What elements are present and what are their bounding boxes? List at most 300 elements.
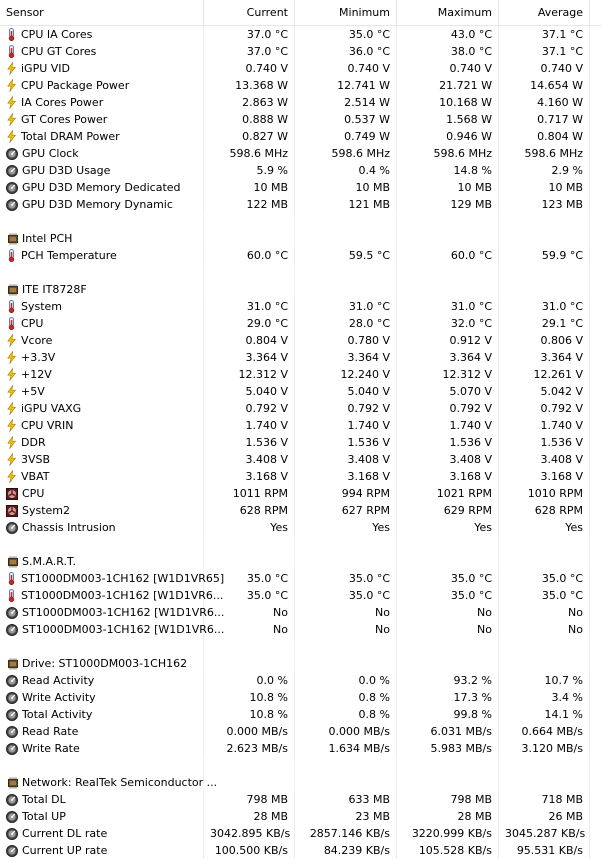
blank-cell	[499, 281, 590, 298]
maximum-value: 129 MB	[397, 196, 499, 213]
sensor-label: Total DL	[22, 793, 66, 806]
minimum-value: 2857.146 KB/s	[295, 825, 397, 842]
gauge-icon	[6, 828, 18, 840]
sensor-name-cell	[0, 468, 204, 485]
sensor-label: PCH Temperature	[21, 249, 117, 262]
column-header-average[interactable]: Average	[499, 0, 590, 25]
current-value: 0.888 W	[204, 111, 295, 128]
lightning-icon	[6, 385, 17, 398]
sensor-row[interactable]	[0, 43, 601, 60]
minimum-value: 121 MB	[295, 196, 397, 213]
current-value: 37.0 °C	[204, 26, 295, 43]
average-value: 10 MB	[499, 179, 590, 196]
minimum-value: 3.364 V	[295, 349, 397, 366]
sensor-label: +5V	[21, 385, 45, 398]
current-value: 1011 RPM	[204, 485, 295, 502]
sensor-name-cell	[0, 94, 204, 111]
average-value: 10.7 %	[499, 672, 590, 689]
sensor-name-cell	[0, 604, 225, 621]
blank-row	[0, 536, 601, 553]
minimum-value: 35.0 °C	[295, 570, 397, 587]
gauge-icon	[6, 743, 18, 755]
average-value: 5.042 V	[499, 383, 590, 400]
minimum-value: 3.168 V	[295, 468, 397, 485]
sensor-row[interactable]	[0, 298, 601, 315]
minimum-value: 0.0 %	[295, 672, 397, 689]
minimum-value: 10 MB	[295, 179, 397, 196]
blank-cell	[499, 553, 590, 570]
sensor-row[interactable]	[0, 451, 601, 468]
minimum-value: 12.741 W	[295, 77, 397, 94]
sensor-row[interactable]	[0, 247, 601, 264]
group-label: Network: RealTek Semiconductor ...	[22, 776, 218, 789]
blank-cell	[499, 536, 590, 553]
sensor-row[interactable]	[0, 196, 601, 213]
maximum-value: 10.168 W	[397, 94, 499, 111]
current-value: 5.9 %	[204, 162, 295, 179]
gauge-icon	[6, 607, 18, 619]
maximum-value: 0.912 V	[397, 332, 499, 349]
minimum-value: 31.0 °C	[295, 298, 397, 315]
gauge-icon	[6, 199, 18, 211]
average-value: 35.0 °C	[499, 587, 590, 604]
blank-cell	[0, 213, 204, 230]
current-value: 12.312 V	[204, 366, 295, 383]
blank-cell	[204, 757, 295, 774]
blank-cell	[397, 638, 499, 655]
sensor-row[interactable]	[0, 332, 601, 349]
sensor-label: ST1000DM003-1CH162 [W1D1VR6...	[22, 623, 225, 636]
sensor-name-cell	[0, 519, 204, 536]
maximum-value: 0.792 V	[397, 400, 499, 417]
sensor-row[interactable]	[0, 706, 601, 723]
maximum-value: 21.721 W	[397, 77, 499, 94]
blank-cell	[499, 655, 590, 672]
sensor-name-cell	[0, 26, 204, 43]
gauge-icon	[6, 148, 18, 160]
sensor-row[interactable]	[0, 502, 601, 519]
sensor-row[interactable]	[0, 740, 601, 757]
group-label: Drive: ST1000DM003-1CH162	[22, 657, 188, 670]
sensor-label: GPU D3D Memory Dedicated	[22, 181, 181, 194]
maximum-value: No	[397, 621, 499, 638]
average-value: 26 MB	[499, 808, 590, 825]
maximum-value: 598.6 MHz	[397, 145, 499, 162]
sensor-label: CPU VRIN	[21, 419, 74, 432]
average-value: 3.168 V	[499, 468, 590, 485]
sensor-name-cell	[0, 128, 204, 145]
minimum-value: 0.8 %	[295, 689, 397, 706]
sensor-row[interactable]	[0, 366, 601, 383]
sensor-label: Total UP	[22, 810, 66, 823]
gauge-icon	[6, 794, 18, 806]
chip-icon	[6, 556, 20, 568]
sensor-row[interactable]	[0, 570, 601, 587]
sensor-name-cell	[0, 43, 204, 60]
sensor-label: +12V	[21, 368, 52, 381]
sensor-name-cell	[0, 247, 204, 264]
blank-cell	[295, 757, 397, 774]
sensor-name-cell	[0, 621, 225, 638]
current-value: No	[204, 621, 295, 638]
sensor-name-cell	[0, 791, 204, 808]
average-value: 0.717 W	[499, 111, 590, 128]
maximum-value: 38.0 °C	[397, 43, 499, 60]
sensor-label: Read Activity	[22, 674, 95, 687]
average-value: 0.792 V	[499, 400, 590, 417]
maximum-value: 0.740 V	[397, 60, 499, 77]
maximum-value: Yes	[397, 519, 499, 536]
minimum-value: 59.5 °C	[295, 247, 397, 264]
minimum-value: 0.740 V	[295, 60, 397, 77]
average-value: 0.806 V	[499, 332, 590, 349]
maximum-value: 32.0 °C	[397, 315, 499, 332]
sensor-name-cell	[0, 145, 204, 162]
blank-cell	[499, 638, 590, 655]
minimum-value: 0.8 %	[295, 706, 397, 723]
maximum-value: 35.0 °C	[397, 587, 499, 604]
minimum-value: 84.239 KB/s	[295, 842, 397, 859]
blank-cell	[499, 213, 590, 230]
sensor-name-cell	[0, 451, 204, 468]
lightning-icon	[6, 79, 17, 92]
group-name-cell	[0, 774, 218, 791]
current-value: 0.000 MB/s	[204, 723, 295, 740]
current-value: 0.792 V	[204, 400, 295, 417]
lightning-icon	[6, 419, 17, 432]
maximum-value: 35.0 °C	[397, 570, 499, 587]
minimum-value: 627 RPM	[295, 502, 397, 519]
minimum-value: 3.408 V	[295, 451, 397, 468]
blank-cell	[0, 757, 204, 774]
sensor-label: Total DRAM Power	[21, 130, 120, 143]
blank-cell	[397, 536, 499, 553]
sensor-row[interactable]	[0, 94, 601, 111]
gauge-icon	[6, 182, 18, 194]
gauge-icon	[6, 522, 18, 534]
gauge-icon	[6, 709, 18, 721]
minimum-value: 0.780 V	[295, 332, 397, 349]
average-value: 1.740 V	[499, 417, 590, 434]
sensor-row[interactable]	[0, 621, 601, 638]
blank-cell	[397, 553, 499, 570]
blank-cell	[397, 655, 499, 672]
average-value: 14.1 %	[499, 706, 590, 723]
sensor-name-cell	[0, 349, 204, 366]
average-value: 0.664 MB/s	[499, 723, 590, 740]
sensor-row[interactable]	[0, 60, 601, 77]
current-value: 0.740 V	[204, 60, 295, 77]
blank-cell	[0, 264, 204, 281]
sensor-name-cell	[0, 723, 204, 740]
lightning-icon	[6, 334, 17, 347]
chip-icon	[6, 658, 20, 670]
sensor-name-cell	[0, 587, 224, 604]
average-value: 59.9 °C	[499, 247, 590, 264]
sensor-label: Write Activity	[22, 691, 96, 704]
sensor-row[interactable]	[0, 604, 601, 621]
sensor-label: System2	[22, 504, 71, 517]
column-header-minimum[interactable]: Minimum	[295, 0, 397, 25]
maximum-value: 0.946 W	[397, 128, 499, 145]
minimum-value: 35.0 °C	[295, 587, 397, 604]
sensor-name-cell	[0, 60, 204, 77]
maximum-value: 3.364 V	[397, 349, 499, 366]
minimum-value: 5.040 V	[295, 383, 397, 400]
thermometer-icon	[6, 317, 17, 330]
blank-cell	[295, 213, 397, 230]
minimum-value: 994 RPM	[295, 485, 397, 502]
blank-cell	[397, 774, 499, 791]
gauge-icon	[6, 675, 18, 687]
current-value: 122 MB	[204, 196, 295, 213]
sensor-row[interactable]	[0, 434, 601, 451]
minimum-value: 1.740 V	[295, 417, 397, 434]
column-header-row	[0, 0, 601, 26]
minimum-value: 2.514 W	[295, 94, 397, 111]
sensor-name-cell	[0, 111, 204, 128]
sensor-name-cell	[0, 298, 204, 315]
maximum-value: 99.8 %	[397, 706, 499, 723]
sensor-name-cell	[0, 196, 204, 213]
minimum-value: 1.634 MB/s	[295, 740, 397, 757]
blank-cell	[295, 774, 397, 791]
maximum-value: 14.8 %	[397, 162, 499, 179]
blank-cell	[499, 774, 590, 791]
blank-cell	[204, 264, 295, 281]
sensor-row[interactable]	[0, 315, 601, 332]
sensor-row[interactable]	[0, 825, 601, 842]
sensor-label: CPU	[22, 487, 45, 500]
sensor-row[interactable]	[0, 672, 601, 689]
gauge-icon	[6, 811, 18, 823]
minimum-value: 0.749 W	[295, 128, 397, 145]
sensor-label: CPU IA Cores	[21, 28, 93, 41]
thermometer-icon	[6, 249, 17, 262]
blank-cell	[295, 281, 397, 298]
average-value: 3.408 V	[499, 451, 590, 468]
blank-row	[0, 638, 601, 655]
sensor-label: IA Cores Power	[21, 96, 104, 109]
sensor-name-cell	[0, 502, 204, 519]
sensor-name-cell	[0, 77, 204, 94]
group-name-cell	[0, 230, 204, 247]
minimum-value: 23 MB	[295, 808, 397, 825]
thermometer-icon	[6, 45, 17, 58]
thermometer-icon	[6, 589, 17, 602]
current-value: 35.0 °C	[204, 570, 295, 587]
sensor-row[interactable]	[0, 689, 601, 706]
column-header-maximum[interactable]: Maximum	[397, 0, 499, 25]
sensor-row[interactable]	[0, 723, 601, 740]
sensor-label: iGPU VAXG	[21, 402, 82, 415]
maximum-value: No	[397, 604, 499, 621]
group-row[interactable]	[0, 774, 601, 791]
current-value: 628 RPM	[204, 502, 295, 519]
group-label: S.M.A.R.T.	[22, 555, 76, 568]
maximum-value: 93.2 %	[397, 672, 499, 689]
minimum-value: 633 MB	[295, 791, 397, 808]
sensor-row[interactable]	[0, 519, 601, 536]
gauge-icon	[6, 165, 18, 177]
average-value: 14.654 W	[499, 77, 590, 94]
blank-cell	[204, 230, 295, 247]
average-value: 3.364 V	[499, 349, 590, 366]
sensor-name-cell	[0, 179, 204, 196]
maximum-value: 1.536 V	[397, 434, 499, 451]
group-name-cell	[0, 655, 204, 672]
average-value: 718 MB	[499, 791, 590, 808]
group-row[interactable]	[0, 655, 601, 672]
blank-cell	[397, 757, 499, 774]
blank-cell	[295, 230, 397, 247]
maximum-value: 629 RPM	[397, 502, 499, 519]
sensor-label: Current UP rate	[22, 844, 108, 857]
average-value: 628 RPM	[499, 502, 590, 519]
minimum-value: No	[295, 604, 397, 621]
sensor-name-cell	[0, 162, 204, 179]
sensor-row[interactable]	[0, 468, 601, 485]
group-name-cell	[0, 553, 204, 570]
sensor-name-cell	[0, 417, 204, 434]
group-label: Intel PCH	[22, 232, 73, 245]
sensor-label: Total Activity	[22, 708, 93, 721]
sensor-row[interactable]	[0, 842, 601, 859]
sensor-row[interactable]	[0, 111, 601, 128]
sensor-label: Vcore	[21, 334, 53, 347]
blank-cell	[295, 655, 397, 672]
minimum-value: 12.240 V	[295, 366, 397, 383]
fan-icon	[6, 505, 18, 517]
sensor-label: System	[21, 300, 63, 313]
blank-cell	[499, 230, 590, 247]
sensor-label: ST1000DM003-1CH162 [W1D1VR65]	[21, 572, 225, 585]
thermometer-icon	[6, 28, 17, 41]
sensor-row[interactable]	[0, 383, 601, 400]
group-row[interactable]	[0, 553, 601, 570]
current-value: 10.8 %	[204, 689, 295, 706]
sensor-name-cell	[0, 434, 204, 451]
sensor-label: +3.3V	[21, 351, 56, 364]
maximum-value: 1021 RPM	[397, 485, 499, 502]
sensor-name-cell	[0, 332, 204, 349]
maximum-value: 43.0 °C	[397, 26, 499, 43]
sensor-row[interactable]	[0, 77, 601, 94]
group-row[interactable]	[0, 230, 601, 247]
average-value: 35.0 °C	[499, 570, 590, 587]
gauge-icon	[6, 845, 18, 857]
sensor-row[interactable]	[0, 400, 601, 417]
blank-cell	[204, 774, 295, 791]
sensor-row[interactable]	[0, 162, 601, 179]
average-value: 0.740 V	[499, 60, 590, 77]
blank-cell	[204, 213, 295, 230]
maximum-value: 5.070 V	[397, 383, 499, 400]
blank-row	[0, 213, 601, 230]
sensor-row[interactable]	[0, 145, 601, 162]
lightning-icon	[6, 453, 17, 466]
sensor-name-cell	[0, 672, 204, 689]
lightning-icon	[6, 62, 17, 75]
current-value: 2.623 MB/s	[204, 740, 295, 757]
average-value: 29.1 °C	[499, 315, 590, 332]
current-value: 35.0 °C	[204, 587, 295, 604]
current-value: 3.168 V	[204, 468, 295, 485]
blank-cell	[0, 638, 204, 655]
sensor-row[interactable]	[0, 485, 601, 502]
thermometer-icon	[6, 572, 17, 585]
group-row[interactable]	[0, 281, 601, 298]
sensor-row[interactable]	[0, 179, 601, 196]
chip-icon	[6, 233, 20, 245]
sensor-name-cell	[0, 808, 204, 825]
lightning-icon	[6, 351, 17, 364]
blank-cell	[499, 264, 590, 281]
sensor-label: GPU D3D Memory Dynamic	[22, 198, 173, 211]
group-label: ITE IT8728F	[22, 283, 87, 296]
average-value: 12.261 V	[499, 366, 590, 383]
column-header-current[interactable]: Current	[204, 0, 295, 25]
sensor-name-cell	[0, 570, 225, 587]
current-value: 31.0 °C	[204, 298, 295, 315]
column-header-sensor[interactable]: Sensor	[0, 0, 204, 25]
sensor-name-cell	[0, 842, 204, 859]
sensor-row[interactable]	[0, 349, 601, 366]
fan-icon	[6, 488, 18, 500]
minimum-value: 598.6 MHz	[295, 145, 397, 162]
minimum-value: Yes	[295, 519, 397, 536]
sensor-label: GPU D3D Usage	[22, 164, 111, 177]
sensor-label: CPU GT Cores	[21, 45, 97, 58]
average-value: No	[499, 604, 590, 621]
maximum-value: 28 MB	[397, 808, 499, 825]
average-value: 1010 RPM	[499, 485, 590, 502]
current-value: 100.500 KB/s	[204, 842, 295, 859]
average-value: 1.536 V	[499, 434, 590, 451]
minimum-value: 36.0 °C	[295, 43, 397, 60]
current-value: 0.827 W	[204, 128, 295, 145]
sensor-row[interactable]	[0, 128, 601, 145]
sensor-label: Write Rate	[22, 742, 80, 755]
sensor-label: Read Rate	[22, 725, 79, 738]
sensor-name-cell	[0, 740, 204, 757]
average-value: 3.120 MB/s	[499, 740, 590, 757]
average-value: 37.1 °C	[499, 26, 590, 43]
blank-cell	[397, 230, 499, 247]
average-value: Yes	[499, 519, 590, 536]
sensor-row[interactable]	[0, 417, 601, 434]
sensor-label: iGPU VID	[21, 62, 71, 75]
maximum-value: 798 MB	[397, 791, 499, 808]
blank-row	[0, 264, 601, 281]
sensor-row[interactable]	[0, 26, 601, 43]
blank-cell	[499, 757, 590, 774]
minimum-value: 0.537 W	[295, 111, 397, 128]
lightning-icon	[6, 130, 17, 143]
average-value: 37.1 °C	[499, 43, 590, 60]
sensor-label: 3VSB	[21, 453, 51, 466]
sensor-name-cell	[0, 366, 204, 383]
sensor-row[interactable]	[0, 808, 601, 825]
sensor-name-cell	[0, 825, 204, 842]
current-value: 13.368 W	[204, 77, 295, 94]
current-value: 37.0 °C	[204, 43, 295, 60]
sensor-row[interactable]	[0, 791, 601, 808]
current-value: 10 MB	[204, 179, 295, 196]
blank-cell	[204, 638, 295, 655]
sensor-row[interactable]	[0, 587, 601, 604]
sensor-name-cell	[0, 315, 204, 332]
